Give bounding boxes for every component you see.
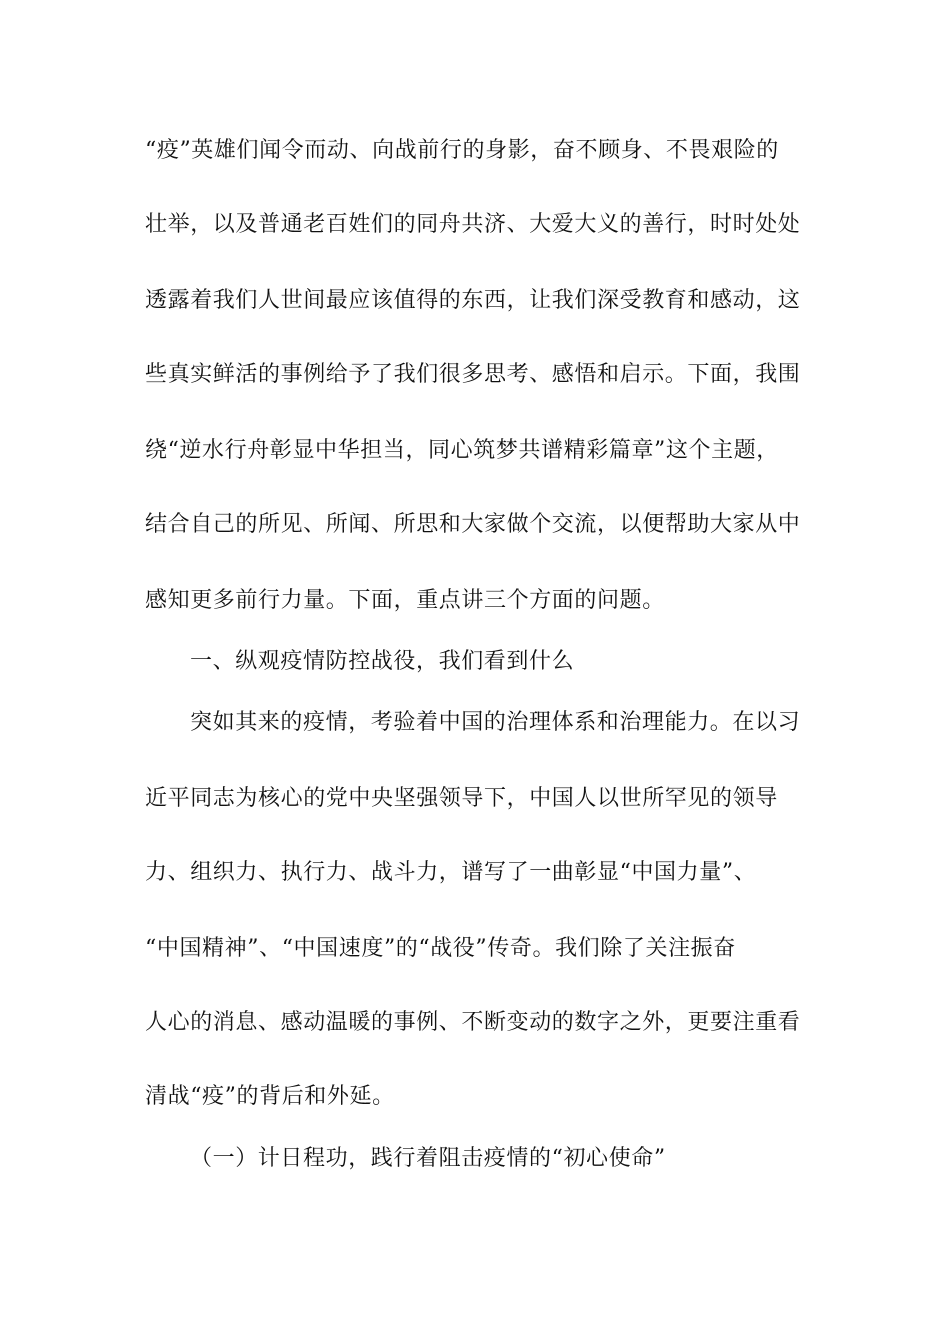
paragraph-line: 透露着我们人世间最应该值得的东西，让我们深受教育和感动，这 bbox=[145, 288, 801, 313]
paragraph-line: “疫”英雄们闻令而动、向战前行的身影，奋不顾身、不畏艰险的 bbox=[145, 138, 779, 163]
paragraph-line: “中国精神”、“中国速度”的“战役”传奇。我们除了关注振奋 bbox=[145, 936, 736, 961]
paragraph-line: 绕“逆水行舟彰显中华担当，同心筑梦共谱精彩篇章”这个主题， bbox=[145, 438, 779, 463]
paragraph-line: 近平同志为核心的党中央坚强领导下，中国人以世所罕见的领导 bbox=[145, 786, 778, 811]
paragraph-line: 突如其来的疫情，考验着中国的治理体系和治理能力。在以习 bbox=[190, 710, 801, 735]
paragraph-line: 力、组织力、执行力、战斗力，谱写了一曲彰显“中国力量”、 bbox=[145, 860, 757, 885]
subsection-heading: （一）计日程功，践行着阻击疫情的“初心使命” bbox=[190, 1146, 666, 1171]
paragraph-line: 结合自己的所见、所闻、所思和大家做个交流，以便帮助大家从中 bbox=[145, 512, 801, 537]
paragraph-line: 感知更多前行力量。下面，重点讲三个方面的问题。 bbox=[145, 588, 665, 613]
paragraph-line: 人心的消息、感动温暖的事例、不断变动的数字之外，更要注重看 bbox=[145, 1010, 801, 1035]
paragraph-line: 些真实鲜活的事例给予了我们很多思考、感悟和启示。下面，我围 bbox=[145, 362, 801, 387]
paragraph-line: 清战“疫”的背后和外延。 bbox=[145, 1084, 395, 1109]
section-heading: 一、纵观疫情防控战役，我们看到什么 bbox=[190, 649, 575, 674]
paragraph-line: 壮举，以及普通老百姓们的同舟共济、大爱大义的善行，时时处处 bbox=[145, 212, 801, 237]
